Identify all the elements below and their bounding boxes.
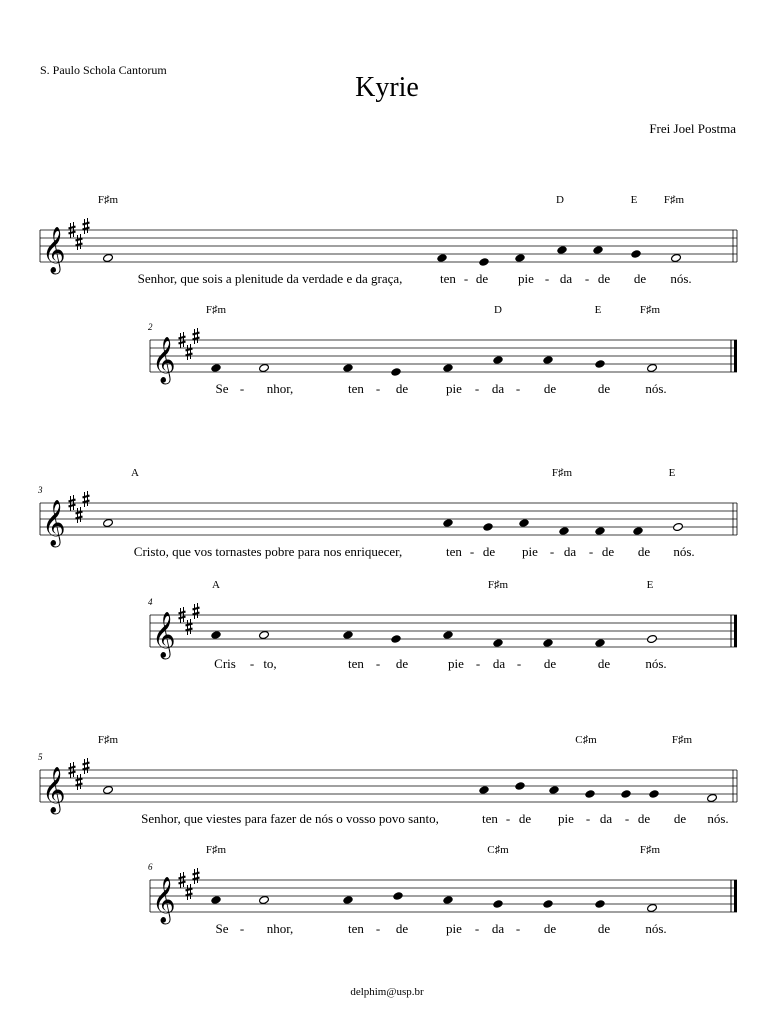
lyric-hyphen: - [515,921,521,936]
chord-symbol: E [630,194,638,206]
lyric-syllable: ten [440,271,456,286]
half-note [673,522,684,531]
key-signature-sharp [186,884,193,900]
quarter-note [343,630,354,639]
lyric-syllable: nós. [673,544,695,559]
lyric-syllable: da [559,271,573,286]
quarter-note [559,526,570,535]
lyric-syllable: de [637,544,651,559]
half-note [103,253,114,262]
treble-clef-icon: 𝄞 [42,227,66,272]
music-system [148,579,737,671]
lyric-syllable: nhor, [266,381,294,396]
lyric-syllable: de [597,921,611,936]
lyric-hyphen: - [588,544,594,559]
key-signature-sharp [83,491,90,507]
chord-symbol: D [494,304,502,316]
lyric-syllable: pie [446,921,462,936]
lyric-syllable: nhor, [266,921,294,936]
chord-symbol: A [131,467,139,479]
lyric-syllable: de [482,544,496,559]
chord-symbol: F♯m [671,734,693,746]
measure-number: 4 [148,597,153,607]
lyric-syllable: da [599,811,613,826]
chord-symbol: F♯m [639,844,661,856]
key-signature-sharp [193,328,200,344]
lyric-syllable: to, [263,656,277,671]
measure-number: 6 [148,862,153,872]
key-signature-sharp [76,774,83,790]
lyric-syllable: Senhor, que sois a plenitude da verdade e da graça, [137,271,403,286]
chord-symbol: F♯m [551,467,573,479]
lyric-hyphen: - [505,811,511,826]
treble-clef-icon: 𝄞 [152,337,176,382]
quarter-note [343,363,354,372]
lyric-hyphen: - [585,811,591,826]
lyric-hyphen: - [475,656,481,671]
treble-clef-icon: 𝄞 [152,612,176,657]
lyric-syllable: da [491,381,505,396]
chord-symbol: F♯m [205,844,227,856]
lyric-hyphen: - [375,921,381,936]
half-note [671,253,682,262]
quarter-note [493,638,504,647]
chord-symbol: E [646,579,654,591]
quarter-note [595,526,606,535]
lyric-syllable: Cristo, que vos tornastes pobre para nos enriquecer, [133,544,403,559]
treble-clef-icon: 𝄞 [42,767,66,812]
lyric-syllable: de [395,656,409,671]
chord-symbol: F♯m [97,194,119,206]
lyric-hyphen: - [463,271,469,286]
quarter-note [631,249,642,258]
lyric-syllable: de [597,381,611,396]
quarter-note [391,367,402,376]
half-note [647,634,658,643]
quarter-note [479,785,490,794]
measure-number: 2 [148,322,153,332]
treble-clef-icon: 𝄞 [42,500,66,545]
music-system [148,304,737,396]
chord-symbol: E [594,304,602,316]
quarter-note [595,359,606,368]
measure-number: 3 [38,485,43,495]
lyric-syllable: Se [215,921,229,936]
treble-clef-icon: 𝄞 [152,877,176,922]
measure-number: 5 [38,752,43,762]
quarter-note [585,789,596,798]
quarter-note [543,355,554,364]
lyric-syllable: Cris [214,656,236,671]
lyric-syllable: nós. [670,271,692,286]
final-barline-thick [734,880,737,912]
music-system [38,734,737,826]
key-signature-sharp [193,603,200,619]
lyric-syllable: ten [348,921,364,936]
lyric-syllable: nós. [707,811,729,826]
lyric-syllable: pie [518,271,534,286]
key-signature-sharp [76,507,83,523]
final-barline-thick [734,615,737,647]
chord-symbol: F♯m [97,734,119,746]
lyric-hyphen: - [516,656,522,671]
lyric-syllable: pie [448,656,464,671]
lyric-syllable: de [395,381,409,396]
lyric-syllable: de [633,271,647,286]
chord-symbol: D [556,194,564,206]
quarter-note [443,518,454,527]
lyric-syllable: ten [348,381,364,396]
half-note [103,518,114,527]
quarter-note [633,526,644,535]
lyric-syllable: de [518,811,532,826]
lyric-hyphen: - [469,544,475,559]
lyric-syllable: de [597,271,611,286]
lyric-syllable: pie [558,811,574,826]
chord-symbol: E [668,467,676,479]
half-note [647,903,658,912]
lyric-hyphen: - [239,921,245,936]
quarter-note [393,891,404,900]
chord-symbol: F♯m [639,304,661,316]
key-signature-sharp [83,758,90,774]
lyric-syllable: de [395,921,409,936]
lyric-hyphen: - [375,381,381,396]
lyric-syllable: de [673,811,687,826]
quarter-note [443,363,454,372]
key-signature-sharp [186,619,193,635]
lyric-syllable: pie [522,544,538,559]
piece-title: Kyrie [355,72,419,103]
quarter-note [649,789,660,798]
lyric-syllable: da [563,544,577,559]
lyric-hyphen: - [239,381,245,396]
lyric-syllable: ten [348,656,364,671]
half-note [259,895,270,904]
quarter-note [483,522,494,531]
lyric-syllable: da [491,921,505,936]
lyric-syllable: pie [446,381,462,396]
half-note [259,630,270,639]
lyric-syllable: de [637,811,651,826]
quarter-note [549,785,560,794]
lyric-syllable: de [543,381,557,396]
lyric-hyphen: - [474,381,480,396]
quarter-note [593,245,604,254]
lyric-syllable: nós. [645,381,667,396]
quarter-note [493,899,504,908]
half-note [103,785,114,794]
quarter-note [515,253,526,262]
lyric-syllable: de [475,271,489,286]
lyric-syllable: ten [446,544,462,559]
lyric-syllable: ten [482,811,498,826]
lyric-hyphen: - [544,271,550,286]
lyric-syllable: Senhor, que viestes para fazer de nós o vosso povo santo, [141,811,439,826]
quarter-note [391,634,402,643]
music-system [40,194,737,286]
lyric-hyphen: - [474,921,480,936]
music-system [148,844,737,936]
lyric-syllable: de [543,656,557,671]
music-system [37,467,737,559]
chord-symbol: F♯m [663,194,685,206]
lyric-hyphen: - [584,271,590,286]
final-barline-thick [734,340,737,372]
quarter-note [343,895,354,904]
quarter-note [595,638,606,647]
quarter-note [479,257,490,266]
quarter-note [519,518,530,527]
chord-symbol: A [212,579,220,591]
organization-label: S. Paulo Schola Cantorum [40,63,167,77]
key-signature-sharp [83,218,90,234]
quarter-note [437,253,448,262]
composer-label: Frei Joel Postma [649,121,736,136]
lyric-syllable: da [492,656,506,671]
half-note [647,363,658,372]
lyric-syllable: nós. [645,921,667,936]
key-signature-sharp [186,344,193,360]
quarter-note [211,630,222,639]
half-note [707,793,718,802]
chord-symbol: C♯m [487,844,509,856]
quarter-note [543,899,554,908]
quarter-note [557,245,568,254]
lyric-syllable: de [601,544,615,559]
key-signature-sharp [193,868,200,884]
chord-symbol: F♯m [487,579,509,591]
lyric-syllable: de [597,656,611,671]
lyric-syllable: de [543,921,557,936]
quarter-note [211,895,222,904]
chord-symbol: C♯m [575,734,597,746]
quarter-note [443,630,454,639]
chord-symbol: F♯m [205,304,227,316]
lyric-syllable: Se [215,381,229,396]
quarter-note [493,355,504,364]
lyric-hyphen: - [549,544,555,559]
lyric-hyphen: - [375,656,381,671]
quarter-note [443,895,454,904]
lyric-hyphen: - [249,656,255,671]
key-signature-sharp [76,234,83,250]
quarter-note [595,899,606,908]
quarter-note [543,638,554,647]
quarter-note [211,363,222,372]
quarter-note [515,781,526,790]
lyric-hyphen: - [515,381,521,396]
lyric-hyphen: - [624,811,630,826]
quarter-note [621,789,632,798]
half-note [259,363,270,372]
lyric-syllable: nós. [645,656,667,671]
footer-email: delphim@usp.br [350,986,424,998]
